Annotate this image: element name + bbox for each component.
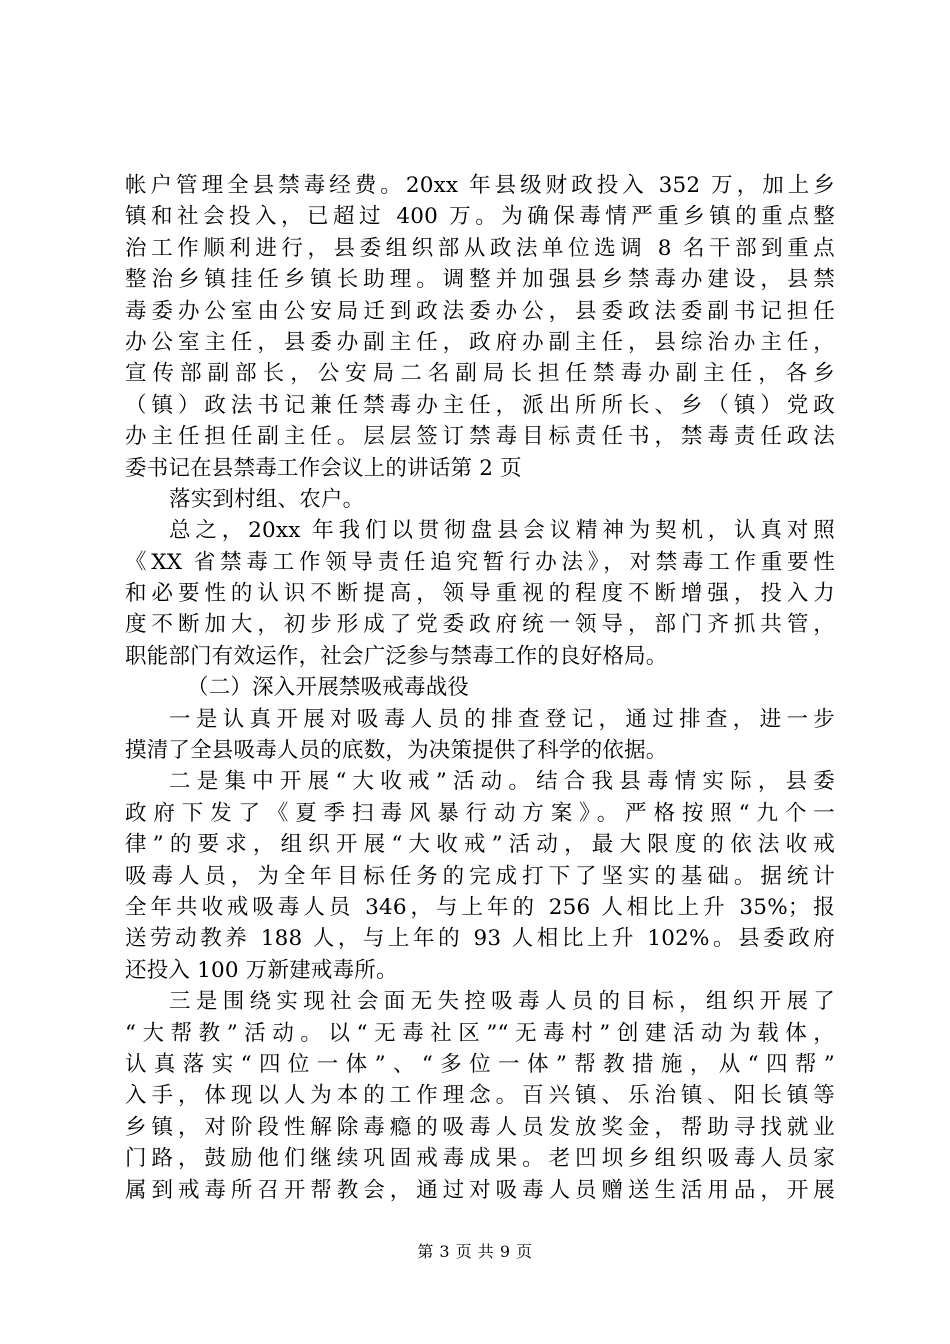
text-line: 乡镇，对阶段性解除毒瘾的吸毒人员发放奖金，帮助寻找就业 xyxy=(125,1114,835,1140)
text-line: 吸毒人员，为全年目标任务的完成打下了坚实的基础。据统计 xyxy=(125,863,835,889)
text-line: 还投入 100 万新建戒毒所。 xyxy=(125,957,398,983)
text-line: 治工作顺利进行，县委组织部从政法单位选调 8 名干部到重点 xyxy=(125,235,835,261)
text-line: 政府下发了《夏季扫毒风暴行动方案》。严格按照“九个一 xyxy=(125,800,835,826)
text-line: 办主任担任副主任。层层签订禁毒目标责任书，禁毒责任政法 xyxy=(125,424,835,450)
text-line: 整治乡镇挂任乡镇长助理。调整并加强县乡禁毒办建设，县禁 xyxy=(125,267,835,293)
text-line: 毒委办公室由公安局迁到政法委办公，县委政法委副书记担任 xyxy=(125,298,835,324)
text-line: 入手，体现以人为本的工作理念。百兴镇、乐治镇、阳长镇等 xyxy=(125,1083,835,1109)
text-line: 宣传部副部长，公安局二名副局长担任禁毒办副主任，各乡 xyxy=(125,361,835,387)
text-line: 三是围绕实现社会面无失控吸毒人员的目标，组织开展了 xyxy=(169,989,835,1015)
text-line: 总之，20xx 年我们以贯彻盘县会议精神为契机，认真对照 xyxy=(169,518,835,544)
text-line: 办公室主任，县委办副主任，政府办副主任，县综治办主任， xyxy=(125,329,835,355)
text-line: 属到戒毒所召开帮教会，通过对吸毒人员赠送生活用品，开展 xyxy=(125,1177,835,1203)
text-line: 一是认真开展对吸毒人员的排查登记，通过排查，进一步 xyxy=(169,706,835,732)
text-line: 《XX 省禁毒工作领导责任追究暂行办法》，对禁毒工作重要性 xyxy=(125,549,835,575)
text-line: 全年共收戒吸毒人员 346，与上年的 256 人相比上升 35%；报 xyxy=(125,894,835,920)
text-line: 和必要性的认识不断提高，领导重视的程度不断增强，投入力 xyxy=(125,581,835,607)
text-line: 度不断加大，初步形成了党委政府统一领导，部门齐抓共管， xyxy=(125,612,835,638)
text-line: 律”的要求，组织开展“大收戒”活动，最大限度的依法收戒 xyxy=(125,832,835,858)
text-line: 认真落实“四位一体”、“多位一体”帮教措施，从“四帮” xyxy=(125,1051,835,1077)
text-line: 委书记在县禁毒工作会议上的讲话第 2 页 xyxy=(125,455,522,481)
page-number-footer: 第 3 页 共 9 页 xyxy=(417,1242,533,1261)
text-line: 帐户管理全县禁毒经费。20xx 年县级财政投入 352 万，加上乡 xyxy=(125,173,835,198)
text-line: 摸清了全县吸毒人员的底数，为决策提供了科学的依据。 xyxy=(125,738,668,764)
document-body xyxy=(125,170,835,1206)
text-line: “大帮教”活动。以“无毒社区”“无毒村”创建活动为载体， xyxy=(125,1020,835,1046)
text-line: （镇）政法书记兼任禁毒办主任，派出所所长、乡（镇）党政 xyxy=(125,392,835,418)
text-line: 职能部门有效运作，社会广泛参与禁毒工作的良好格局。 xyxy=(125,643,668,669)
text-line: 镇和社会投入，已超过 400 万。为确保毒情严重乡镇的重点整 xyxy=(125,204,835,230)
text-line: 送劳动教养 188 人，与上年的 93 人相比上升 102%。县委政府 xyxy=(125,926,835,952)
text-line: 落实到村组、农户。 xyxy=(169,486,365,512)
text-line: 门路，鼓励他们继续巩固戒毒成果。老凹坝乡组织吸毒人员家 xyxy=(125,1146,835,1172)
section-heading: （二）深入开展禁吸戒毒战役 xyxy=(187,675,470,701)
text-line: 二是集中开展“大收戒”活动。结合我县毒情实际，县委 xyxy=(169,769,835,795)
